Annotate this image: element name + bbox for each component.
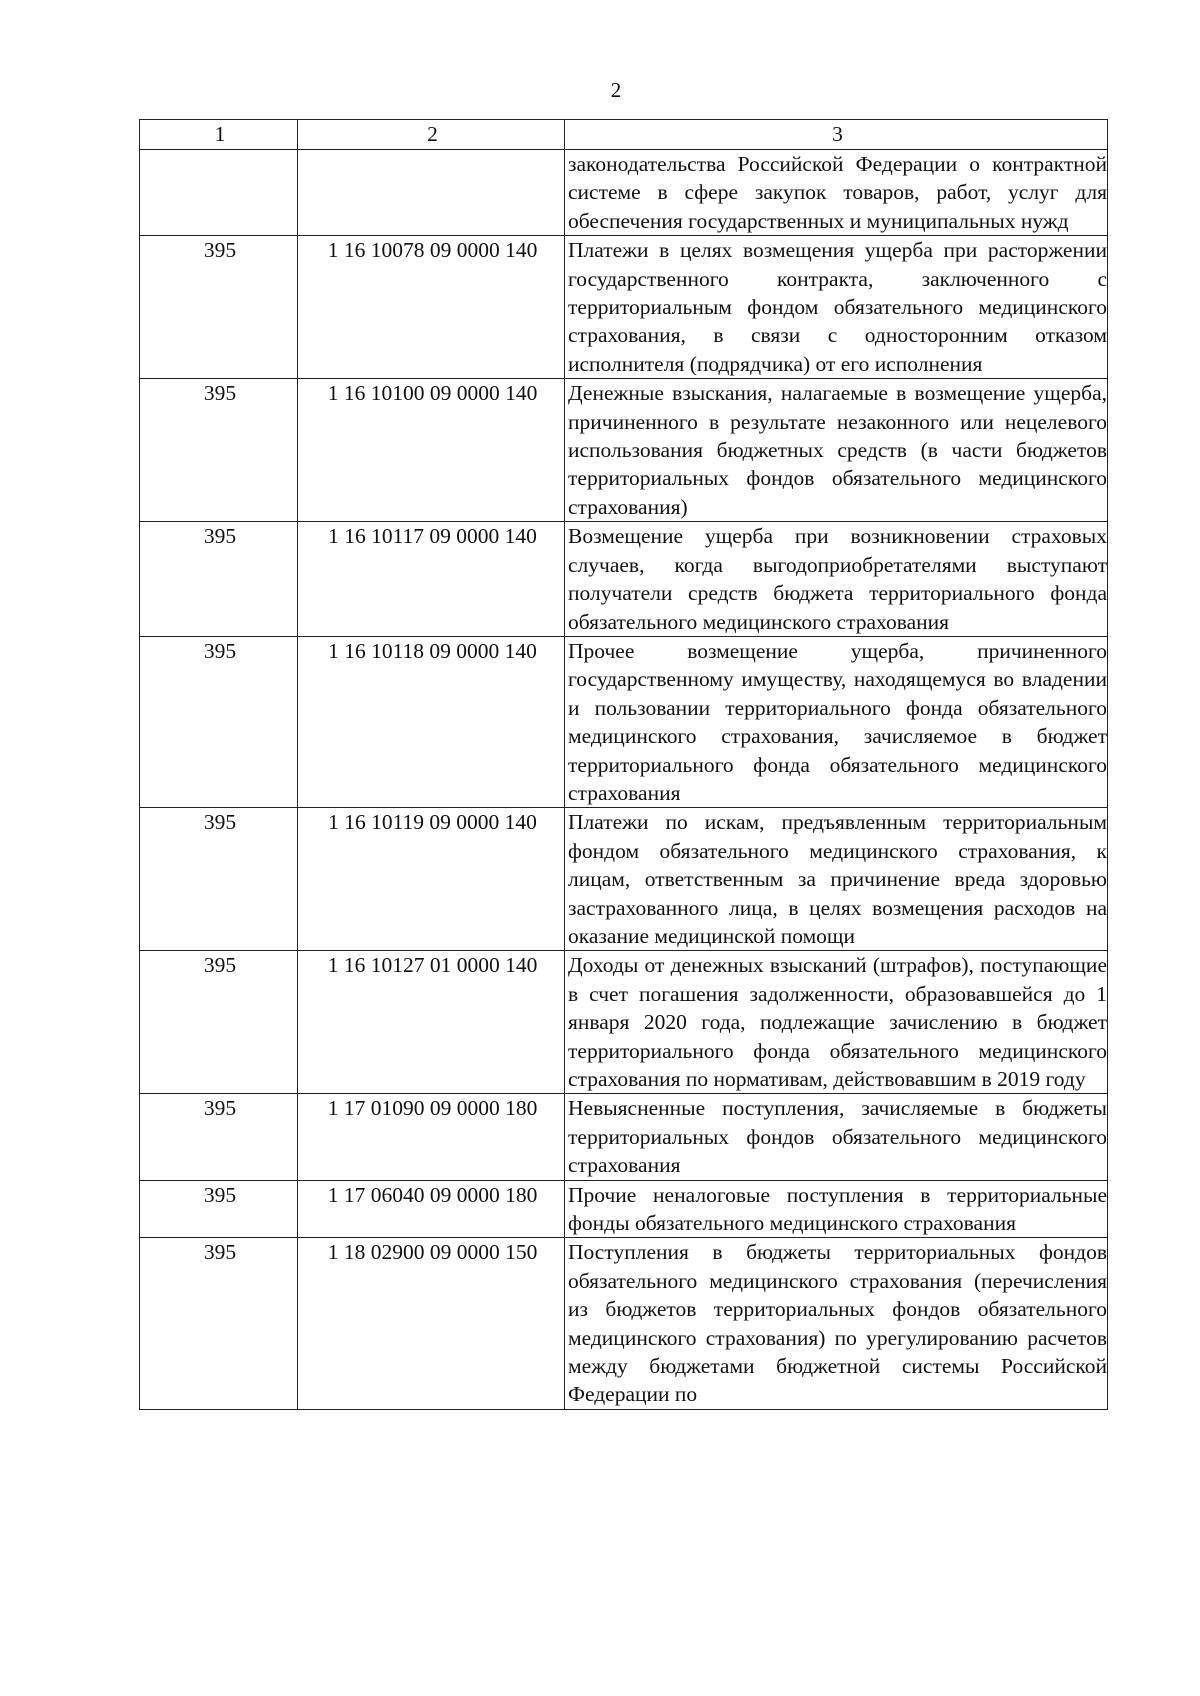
admin-code-cell: 395 (140, 808, 298, 951)
revenue-name-cell: Прочее возмещение ущерба, причиненного государственному имуществу, находящемуся во владении и пользовании территориального фонда обязательного медицинского страхования, зачисляемое в бюджет территориального фонда обязательного медицинского страхования (565, 636, 1108, 807)
revenue-name-cell: Невыясненные поступления, зачисляемые в бюджеты территориальных фондов обязательного медицинского страхования (565, 1094, 1108, 1180)
revenue-code-cell: 1 16 10100 09 0000 140 (298, 379, 565, 522)
revenue-code-cell: 1 16 10078 09 0000 140 (298, 236, 565, 379)
table-row (140, 1180, 1108, 1238)
admin-code-cell: 395 (140, 236, 298, 379)
column-header-1: 1 (140, 120, 298, 150)
table-row (140, 1094, 1108, 1180)
admin-code-cell: 395 (140, 379, 298, 522)
admin-code-cell: 395 (140, 1238, 298, 1409)
revenue-name-cell: Платежи в целях возмещения ущерба при расторжении государственного контракта, заключенного с территориальным фондом обязательного медицинского страхования, в связи с односторонним отказом исполнителя (подрядчика) от его исполнения (565, 236, 1108, 379)
table-row (140, 808, 1108, 951)
revenue-code-cell: 1 16 10127 01 0000 140 (298, 951, 565, 1094)
column-header-3: 3 (565, 120, 1108, 150)
admin-code-cell (140, 150, 298, 236)
admin-code-cell: 395 (140, 951, 298, 1094)
page-number: 2 (610, 78, 622, 102)
revenue-code-cell: 1 16 10117 09 0000 140 (298, 522, 565, 637)
table-row (140, 951, 1108, 1094)
table-row (140, 1238, 1108, 1409)
table-row (140, 636, 1108, 807)
revenue-code-cell: 1 16 10118 09 0000 140 (298, 636, 565, 807)
revenue-name-cell: Доходы от денежных взысканий (штрафов), поступающие в счет погашения задолженности, образовавшейся до 1 января 2020 года, подлежащие зачислению в бюджет территориального фонда обязательного медицинского страхования по нормативам, действовавшим в 2019 году (565, 951, 1108, 1094)
table-row (140, 150, 1108, 236)
revenue-name-cell: Платежи по искам, предъявленным территориальным фондом обязательного медицинского страхования, к лицам, ответственным за причинение вреда здоровью застрахованного лица, в целях возмещения расходов на оказание медицинской помощи (565, 808, 1108, 951)
revenue-name-cell: Поступления в бюджеты территориальных фондов обязательного медицинского страхования (перечисления из бюджетов территориальных фондов обязательного медицинского страхования) по урегулированию расчетов между бюджетами бюджетной системы Российской Федерации по (565, 1238, 1108, 1409)
revenue-code-cell: 1 17 06040 09 0000 180 (298, 1180, 565, 1238)
admin-code-cell: 395 (140, 636, 298, 807)
revenue-name-cell: Возмещение ущерба при возникновении страховых случаев, когда выгодоприобретателями выступают получатели средств бюджета территориального фонда обязательного медицинского страхования (565, 522, 1108, 637)
table-header-row (140, 120, 1108, 150)
revenue-name-cell: Денежные взыскания, налагаемые в возмещение ущерба, причиненного в результате незаконного или нецелевого использования бюджетных средств (в части бюджетов территориальных фондов обязательного медицинского страхования) (565, 379, 1108, 522)
revenue-codes-table (139, 119, 1108, 1410)
column-header-2: 2 (298, 120, 565, 150)
table-row (140, 379, 1108, 522)
revenue-code-cell (298, 150, 565, 236)
revenue-code-cell: 1 16 10119 09 0000 140 (298, 808, 565, 951)
table-row (140, 236, 1108, 379)
admin-code-cell: 395 (140, 1094, 298, 1180)
revenue-code-cell: 1 18 02900 09 0000 150 (298, 1238, 565, 1409)
revenue-name-cell: законодательства Российской Федерации о контрактной системе в сфере закупок товаров, работ, услуг для обеспечения государственных и муниципальных нужд (565, 150, 1108, 236)
revenue-code-cell: 1 17 01090 09 0000 180 (298, 1094, 565, 1180)
revenue-name-cell: Прочие неналоговые поступления в территориальные фонды обязательного медицинского страхования (565, 1180, 1108, 1238)
admin-code-cell: 395 (140, 522, 298, 637)
admin-code-cell: 395 (140, 1180, 298, 1238)
table-row (140, 522, 1108, 637)
